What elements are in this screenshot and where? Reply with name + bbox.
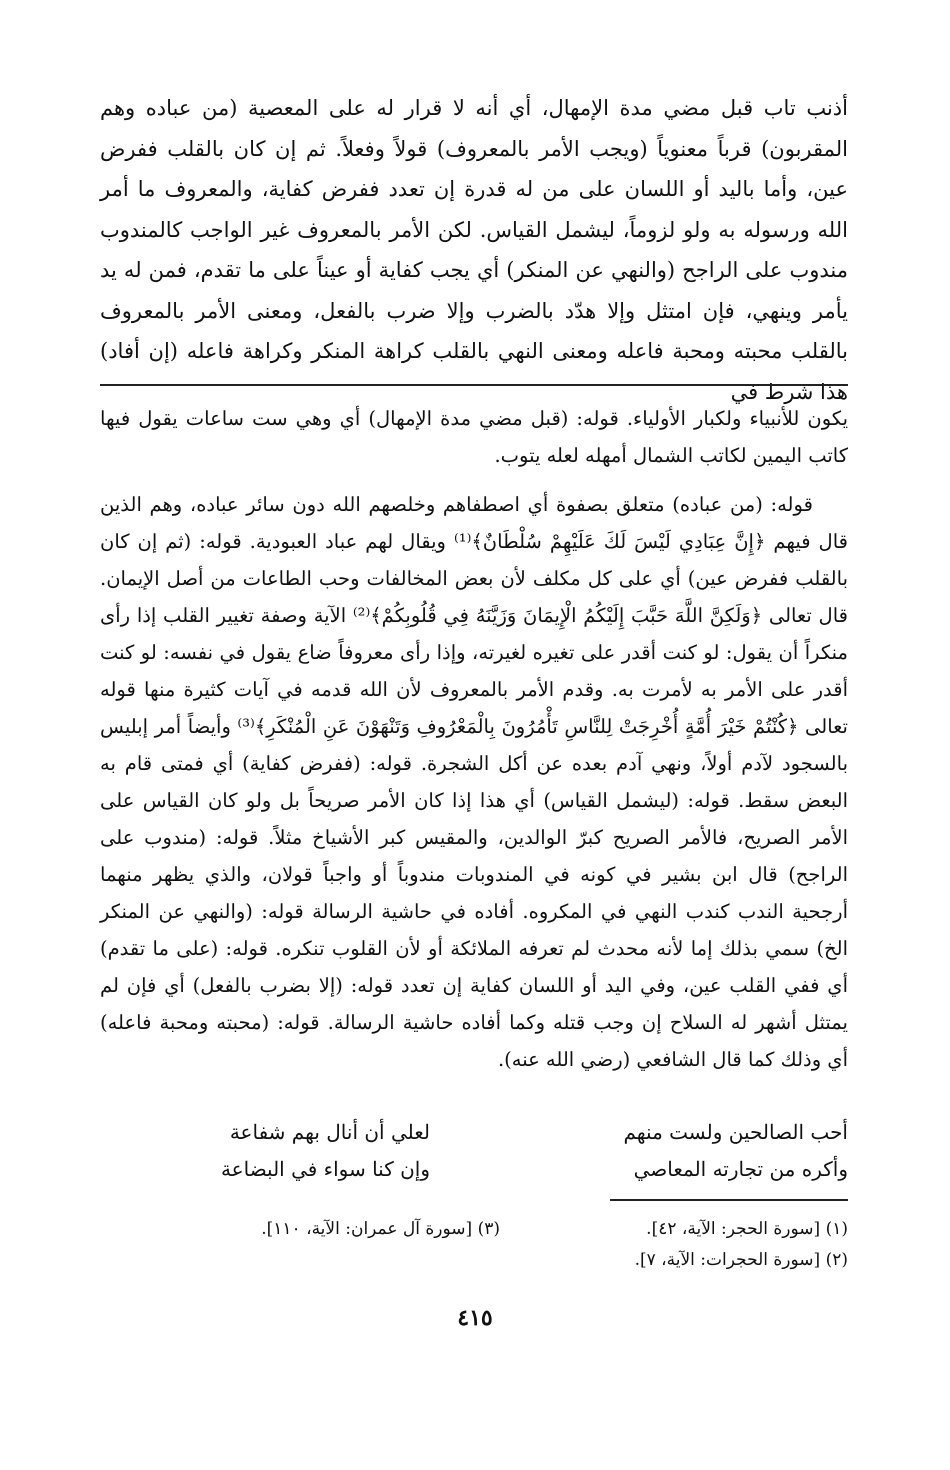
footnote-1: (١) [سورة الحجر: الآية، ٤٢]. bbox=[646, 1219, 848, 1239]
poem-hemistich-first: وأكره من تجارته المعاصي bbox=[633, 1157, 848, 1181]
page-number: ٤١٥ bbox=[457, 1305, 493, 1331]
footnotes-left-column bbox=[180, 1214, 500, 1245]
poem-verse bbox=[130, 1151, 848, 1188]
main-text: أذنب تاب قبل مضي مدة الإمهال، أي أنه لا قرار له على المعصية (من عباده وهم المقربون) قرباً معنوياً (ويجب الأمر بالمعروف) قولاً وفعلاً. ثم إن كان بالقلب ففرض عين، وأما باليد أو اللسان على من له قدرة إن تعدد ففرض كفاية، والمعروف ما أمر الله ورسوله به ولو لزوماً، ليشمل القياس. لكن الأمر بالمعروف غير الواجب كالمندوب مندوب على الراجح (والنهي عن المنكر) أي يجب كفاية أو عيناً على ما تقدم، فمن له يد يأمر وينهي، فإن امتثل وإلا هدّد بالضرب وإلا ضرب بالفعل، ومعنى الأمر بالمعروف بالقلب محبته ومحبة فاعله ومعنى النهي بالقلب كراهة المنكر وكراهة فاعله (إن أفاد) هذا شرط في bbox=[100, 96, 848, 404]
footnote-2: (٢) [سورة الحجرات: الآية، ٧]. bbox=[634, 1250, 848, 1270]
poem-hemistich-first: أحب الصالحين ولست منهم bbox=[623, 1120, 848, 1144]
footnotes-right-column bbox=[528, 1214, 848, 1276]
poem bbox=[130, 1114, 848, 1188]
commentary-paragraph-1: يكون للأنبياء ولكبار الأولياء. قوله: (قبل مضي مدة الإمهال) أي وهي ست ساعات يقول فيها كاتب اليمين لكاتب الشمال أمهله لعله يتوب. bbox=[100, 407, 848, 467]
commentary-section bbox=[100, 486, 848, 1078]
poem-hemistich-second: لعلي أن أنال بهم شفاعة bbox=[229, 1120, 430, 1144]
text-divider bbox=[100, 384, 848, 386]
poem-hemistich-second: وإن كنا سواء في البضاعة bbox=[220, 1157, 430, 1181]
commentary-paragraph-2: قوله: (من عباده) متعلق بصفوة أي اصطفاهم وخلصهم الله دون سائر عباده، وهم الذين قال فيهم ﴿إِنَّ عِبَادِي لَيْسَ لَكَ عَلَيْهِمْ سُلْطَانٌ﴾⁽¹⁾ ويقال لهم عباد العبودية. قوله: (ثم إن كان بالقلب ففرض عين) أي على كل مكلف لأن بعض المخالفات وحب الطاعات من أصل الإيمان. قال تعالى ﴿وَلَكِنَّ اللَّهَ حَبَّبَ إِلَيْكُمُ الْإِيمَانَ وَزَيَّنَهُ فِي قُلُوبِكُمْ﴾⁽²⁾ الآية وصفة تغيير القلب إذا رأى منكراً أن يقول: لو كنت أقدر على تغيره لغيرته، وإذا رأى معروفاً ضاع يقول في نفسه: لو كنت أقدر على الأمر به لأمرت به. وقدم الأمر بالمعروف لأن الله قدمه في آيات كثيرة منها قوله تعالى ﴿كُنْتُمْ خَيْرَ أُمَّةٍ أُخْرِجَتْ لِلنَّاسِ تَأْمُرُونَ بِالْمَعْرُوفِ وَتَنْهَوْنَ عَنِ الْمُنْكَرِ﴾⁽³⁾ وأيضاً أمر إبليس بالسجود لآدم أولاً، ونهي آدم بعده عن أكل الشجرة. قوله: (ففرض كفاية) أي فمتى قام به البعض سقط. قوله: (ليشمل القياس) أي هذا إذا كان الأمر صريحاً بل ولو كان القياس على الأمر الصريح، فالأمر الصريح كبرّ الوالدين، والمقيس كبر الأشياخ مثلاً. قوله: (مندوب على الراجح) قال ابن بشير في كونه في المندوبات مندوباً أو واجباً قولان، والذي يظهر منهما أرجحية الندب كندب النهي في المكروه. أفاده في حاشية الرسالة قوله: (والنهي عن المنكر الخ) سمي بذلك إما لأنه محدث لم تعرفه الملائكة أو لأن القلوب تنكره. قوله: (على ما تقدم) أي ففي القلب عين، وفي اليد أو اللسان كفاية إن تعدد قوله: (إلا بضرب بالفعل) أي فإن لم يمتثل أشهر له السلاح إن وجب قتله وكما أفاده حاشية الرسالة. قوله: (محبته ومحبة فاعله) أي وذلك كما قال الشافعي (رضي الله عنه). bbox=[100, 493, 848, 1071]
footnote-divider bbox=[610, 1199, 848, 1201]
poem-verse bbox=[130, 1114, 848, 1151]
footnote-3: (٣) [سورة آل عمران: الآية، ١١٠]. bbox=[261, 1219, 500, 1239]
